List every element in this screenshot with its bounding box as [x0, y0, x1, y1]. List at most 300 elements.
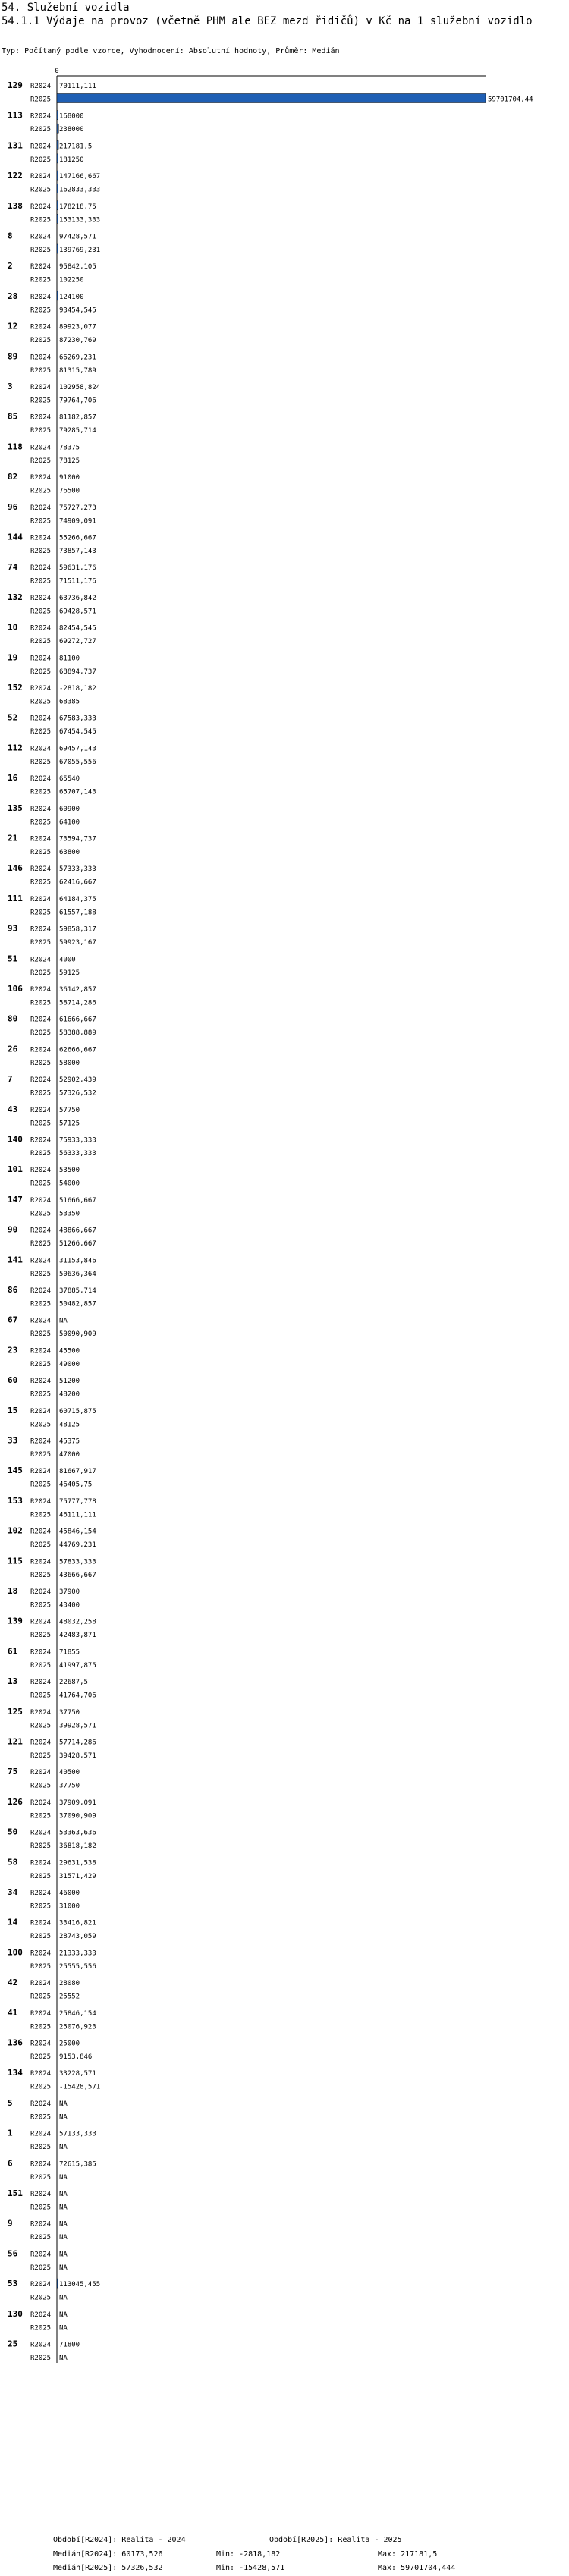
value-label: 59923,167 — [59, 939, 96, 947]
series-label: R2025 — [30, 1632, 52, 1640]
value-label: 47000 — [59, 1451, 80, 1459]
value-label: 217181,5 — [59, 143, 93, 151]
series-label: R2024 — [30, 384, 52, 391]
series-label: R2024 — [30, 2251, 52, 2259]
row-id-label: 85 — [8, 411, 18, 422]
series-label: R2024 — [30, 805, 52, 813]
series-label: R2025 — [30, 366, 52, 375]
series-label: R2025 — [30, 1601, 52, 1610]
series-label: R2025 — [30, 1812, 52, 1820]
series-label: R2025 — [30, 306, 52, 315]
series-label: R2025 — [30, 2113, 52, 2122]
value-label: 45375 — [59, 1437, 80, 1446]
value-label: 79764,706 — [59, 397, 96, 405]
value-label: NA — [59, 1317, 68, 1325]
value-label: 59701704,44 — [488, 96, 533, 104]
row-id-label: 58 — [8, 1857, 18, 1868]
value-label: 74909,091 — [59, 517, 96, 526]
value-label: 59631,176 — [59, 564, 96, 573]
value-label: 168000 — [59, 112, 84, 121]
row-id-label: 130 — [8, 2308, 23, 2319]
row-id-label: 126 — [8, 1796, 23, 1807]
series-label: R2025 — [30, 2144, 52, 2152]
series-label: R2024 — [30, 173, 52, 181]
bar — [57, 2279, 58, 2288]
row-id-label: 12 — [8, 321, 18, 331]
value-label: 81100 — [59, 655, 80, 663]
series-label: R2024 — [30, 504, 52, 512]
row-id-label: 6 — [8, 2158, 13, 2169]
row-id-label: 138 — [8, 200, 23, 211]
value-label: 238000 — [59, 126, 84, 134]
series-label: R2025 — [30, 2173, 52, 2182]
row-id-label: 5 — [8, 2097, 13, 2108]
value-label: 58388,889 — [59, 1029, 96, 1038]
series-label: R2025 — [30, 2083, 52, 2091]
series-label: R2025 — [30, 427, 52, 435]
value-label: 76500 — [59, 487, 80, 495]
series-label: R2025 — [30, 758, 52, 766]
value-label: 61557,188 — [59, 909, 96, 917]
value-label: 71855 — [59, 1648, 80, 1657]
series-label: R2025 — [30, 457, 52, 465]
series-label: R2024 — [30, 2341, 52, 2349]
series-label: R2025 — [30, 1692, 52, 1700]
series-label: R2025 — [30, 1330, 52, 1339]
series-label: R2024 — [30, 925, 52, 934]
value-label: 49000 — [59, 1360, 80, 1368]
value-label: 97428,571 — [59, 233, 96, 241]
value-label: 89923,077 — [59, 323, 96, 331]
series-label: R2025 — [30, 1240, 52, 1249]
chart-title: 54.1.1 Výdaje na provoz (včetně PHM ale BEZ mezd řidičů) v Kč na 1 služební vozidlo — [2, 15, 533, 27]
value-label: 42483,871 — [59, 1632, 96, 1640]
value-label: 93454,545 — [59, 306, 96, 315]
series-label: R2025 — [30, 1360, 52, 1368]
value-label: 75933,333 — [59, 1136, 96, 1145]
series-label: R2024 — [30, 2281, 52, 2289]
value-label: 63800 — [59, 849, 80, 856]
bar — [57, 184, 58, 193]
series-label: R2025 — [30, 939, 52, 947]
series-label: R2025 — [30, 849, 52, 856]
series-label: R2024 — [30, 1167, 52, 1175]
series-label: R2024 — [30, 413, 52, 422]
row-id-label: 28 — [8, 291, 18, 301]
row-id-label: 96 — [8, 501, 18, 512]
row-id-label: 8 — [8, 231, 13, 241]
series-label: R2024 — [30, 2191, 52, 2198]
series-label: R2024 — [30, 835, 52, 843]
series-label: R2024 — [30, 293, 52, 301]
value-label: NA — [59, 2263, 68, 2272]
row-id-label: 43 — [8, 1104, 18, 1114]
series-label: R2025 — [30, 126, 52, 134]
value-label: 58714,286 — [59, 999, 96, 1007]
series-label: R2024 — [30, 1679, 52, 1687]
series-label: R2024 — [30, 1829, 52, 1837]
bar — [57, 201, 58, 210]
value-label: 41997,875 — [59, 1661, 96, 1670]
series-label: R2025 — [30, 1782, 52, 1790]
series-label: R2025 — [30, 1511, 52, 1519]
value-label: 64184,375 — [59, 895, 96, 903]
row-id-label: 13 — [8, 1676, 18, 1687]
row-id-label: 21 — [8, 833, 18, 843]
series-label: R2024 — [30, 865, 52, 874]
value-label: 51266,667 — [59, 1240, 96, 1249]
value-label: 71800 — [59, 2341, 80, 2349]
row-id-label: 144 — [8, 532, 23, 542]
value-label: 57333,333 — [59, 865, 96, 874]
bar — [57, 94, 486, 103]
value-label: 71511,176 — [59, 577, 96, 586]
series-label: R2024 — [30, 444, 52, 452]
series-label: R2024 — [30, 895, 52, 903]
value-label: 28080 — [59, 1980, 80, 1988]
series-label: R2025 — [30, 878, 52, 887]
value-label: 33228,571 — [59, 2070, 96, 2078]
series-label: R2025 — [30, 2204, 52, 2212]
value-label: 48125 — [59, 1421, 80, 1429]
series-label: R2025 — [30, 2053, 52, 2061]
value-label: 50482,857 — [59, 1300, 96, 1308]
median-2024: Medián[R2024]: 60173,526 — [53, 2550, 163, 2559]
row-id-label: 74 — [8, 562, 18, 573]
series-label: R2024 — [30, 1347, 52, 1356]
series-label: R2025 — [30, 337, 52, 345]
series-label: R2024 — [30, 1317, 52, 1325]
value-label: 53500 — [59, 1167, 80, 1175]
series-label: R2025 — [30, 397, 52, 405]
series-label: R2025 — [30, 1180, 52, 1188]
series-label: R2025 — [30, 2355, 52, 2362]
value-label: 79285,714 — [59, 427, 96, 435]
value-label: 40500 — [59, 1769, 80, 1777]
series-label: R2024 — [30, 1618, 52, 1626]
value-label: 25555,556 — [59, 1962, 96, 1971]
series-label: R2025 — [30, 1481, 52, 1489]
series-label: R2025 — [30, 1872, 52, 1880]
row-id-label: 134 — [8, 2068, 23, 2078]
series-label: R2025 — [30, 1390, 52, 1399]
value-label: NA — [59, 2294, 68, 2302]
value-label: NA — [59, 2251, 68, 2259]
value-label: 25846,154 — [59, 2009, 96, 2018]
series-label: R2024 — [30, 263, 52, 272]
series-label: R2024 — [30, 1558, 52, 1566]
value-label: 39928,571 — [59, 1722, 96, 1730]
value-label: 50090,909 — [59, 1330, 96, 1339]
series-label: R2025 — [30, 1120, 52, 1128]
series-label: R2025 — [30, 156, 52, 164]
value-label: 64100 — [59, 818, 80, 827]
series-label: R2025 — [30, 1661, 52, 1670]
series-label: R2024 — [30, 1798, 52, 1807]
series-label: R2025 — [30, 2263, 52, 2272]
row-id-label: 111 — [8, 893, 23, 903]
series-label: R2024 — [30, 1468, 52, 1476]
row-id-label: 132 — [8, 592, 23, 602]
row-id-label: 101 — [8, 1164, 23, 1175]
value-label: 37750 — [59, 1708, 80, 1717]
series-label: R2024 — [30, 143, 52, 151]
row-id-label: 89 — [8, 351, 18, 362]
series-label: R2024 — [30, 2130, 52, 2138]
bar — [57, 111, 58, 120]
series-label: R2025 — [30, 2324, 52, 2333]
value-label: 25552 — [59, 1993, 80, 2001]
row-id-label: 41 — [8, 2007, 18, 2018]
series-label: R2025 — [30, 1210, 52, 1218]
row-id-label: 113 — [8, 110, 23, 121]
row-id-label: 121 — [8, 1736, 23, 1747]
value-label: 102250 — [59, 276, 84, 284]
value-label: 46405,75 — [59, 1481, 93, 1489]
value-label: 57133,333 — [59, 2130, 96, 2138]
series-label: R2025 — [30, 608, 52, 616]
value-label: 43400 — [59, 1601, 80, 1610]
value-label: 65540 — [59, 775, 80, 784]
series-label: R2025 — [30, 728, 52, 737]
series-label: R2024 — [30, 745, 52, 753]
row-id-label: 60 — [8, 1375, 18, 1386]
series-label: R2024 — [30, 2220, 52, 2229]
row-id-label: 75 — [8, 1767, 18, 1777]
series-label: R2024 — [30, 1588, 52, 1596]
series-label: R2024 — [30, 1106, 52, 1114]
series-label: R2025 — [30, 1902, 52, 1911]
series-label: R2025 — [30, 1541, 52, 1550]
max-2024: Max: 217181,5 — [378, 2550, 438, 2559]
row-id-label: 122 — [8, 171, 23, 181]
value-label: 57326,532 — [59, 1089, 96, 1098]
series-label: R2024 — [30, 323, 52, 331]
row-id-label: 18 — [8, 1586, 18, 1596]
series-label: R2025 — [30, 1962, 52, 1971]
value-label: 56333,333 — [59, 1150, 96, 1158]
row-id-label: 14 — [8, 1917, 18, 1927]
value-label: 51200 — [59, 1378, 80, 1386]
value-label: 81182,857 — [59, 413, 96, 422]
series-label: R2025 — [30, 2294, 52, 2302]
value-label: 60900 — [59, 805, 80, 813]
series-label: R2024 — [30, 956, 52, 964]
row-id-label: 7 — [8, 1074, 13, 1085]
value-label: 91000 — [59, 474, 80, 482]
bar — [57, 171, 58, 180]
value-label: NA — [59, 2311, 68, 2319]
value-label: 67454,545 — [59, 728, 96, 737]
value-label: 48866,667 — [59, 1227, 96, 1235]
series-label: R2025 — [30, 1421, 52, 1429]
value-label: 44769,231 — [59, 1541, 96, 1550]
row-id-label: 129 — [8, 80, 23, 90]
value-label: NA — [59, 2144, 68, 2152]
row-id-label: 146 — [8, 863, 23, 874]
value-label: NA — [59, 2191, 68, 2198]
series-label: R2024 — [30, 233, 52, 241]
row-id-label: 106 — [8, 984, 23, 994]
row-id-label: 23 — [8, 1345, 18, 1356]
chart-subtitle: Typ: Počítaný podle vzorce, Vyhodnocení: Absolutní hodnoty, Průměr: Medián — [2, 47, 340, 55]
series-label: R2024 — [30, 685, 52, 693]
series-label: R2024 — [30, 1528, 52, 1536]
value-label: 60715,875 — [59, 1407, 96, 1415]
bar — [57, 154, 58, 163]
value-label: 68385 — [59, 698, 80, 706]
min-2024: Min: -2818,182 — [216, 2550, 281, 2559]
series-label: R2025 — [30, 1993, 52, 2001]
series-label: R2025 — [30, 487, 52, 495]
value-label: 73594,737 — [59, 835, 96, 843]
series-label: R2025 — [30, 1029, 52, 1038]
row-id-label: 125 — [8, 1706, 23, 1717]
series-label: R2024 — [30, 2100, 52, 2108]
value-label: 87230,769 — [59, 337, 96, 345]
series-label: R2024 — [30, 715, 52, 723]
value-label: -2818,182 — [59, 685, 96, 693]
value-label: 57125 — [59, 1120, 80, 1128]
value-label: 53363,636 — [59, 1829, 96, 1837]
row-id-label: 80 — [8, 1013, 18, 1024]
series-label: R2024 — [30, 2040, 52, 2048]
row-id-label: 115 — [8, 1556, 23, 1566]
value-label: 69428,571 — [59, 608, 96, 616]
value-label: 63736,842 — [59, 594, 96, 602]
row-id-label: 82 — [8, 472, 18, 482]
max-2025: Max: 59701704,444 — [378, 2564, 456, 2572]
row-id-label: 90 — [8, 1224, 18, 1235]
series-label: R2024 — [30, 1227, 52, 1235]
series-label: R2025 — [30, 1722, 52, 1730]
value-label: 61666,667 — [59, 1016, 96, 1024]
value-label: 70111,111 — [59, 83, 96, 90]
section-title: 54. Služební vozidla — [2, 2, 130, 14]
series-label: R2024 — [30, 775, 52, 784]
value-label: 31571,429 — [59, 1872, 96, 1880]
series-label: R2025 — [30, 818, 52, 827]
row-id-label: 9 — [8, 2218, 13, 2229]
series-label: R2025 — [30, 577, 52, 586]
series-label: R2025 — [30, 96, 52, 104]
value-label: 81667,917 — [59, 1468, 96, 1476]
value-label: 52902,439 — [59, 1076, 96, 1085]
series-label: R2024 — [30, 1648, 52, 1657]
row-id-label: 50 — [8, 1827, 18, 1837]
series-label: R2024 — [30, 1980, 52, 1988]
series-label: R2024 — [30, 112, 52, 121]
row-id-label: 1 — [8, 2128, 13, 2138]
row-id-label: 25 — [8, 2339, 18, 2349]
series-label: R2024 — [30, 1407, 52, 1415]
value-label: 25000 — [59, 2040, 80, 2048]
row-id-label: 140 — [8, 1134, 23, 1145]
series-label: R2024 — [30, 353, 52, 362]
series-label: R2025 — [30, 1752, 52, 1760]
series-label: R2025 — [30, 517, 52, 526]
row-id-label: 15 — [8, 1405, 18, 1415]
value-label: 31153,846 — [59, 1257, 96, 1265]
series-label: R2024 — [30, 1859, 52, 1868]
value-label: 178218,75 — [59, 203, 96, 211]
value-label: NA — [59, 2234, 68, 2242]
row-id-label: 19 — [8, 652, 18, 663]
row-id-label: 136 — [8, 2037, 23, 2048]
value-label: 31000 — [59, 1902, 80, 1911]
row-id-label: 151 — [8, 2188, 23, 2198]
series-label: R2025 — [30, 698, 52, 706]
row-id-label: 118 — [8, 441, 23, 452]
value-label: 29631,538 — [59, 1859, 96, 1868]
series-label: R2024 — [30, 2070, 52, 2078]
row-id-label: 61 — [8, 1646, 18, 1657]
value-label: 51666,667 — [59, 1196, 96, 1205]
value-label: 37090,909 — [59, 1812, 96, 1820]
value-label: 72615,385 — [59, 2160, 96, 2169]
bar — [57, 140, 58, 149]
value-label: 58000 — [59, 1059, 80, 1067]
row-id-label: 33 — [8, 1435, 18, 1446]
value-label: 46111,111 — [59, 1511, 96, 1519]
row-id-label: 34 — [8, 1887, 18, 1897]
row-id-label: 131 — [8, 140, 23, 151]
value-label: 39428,571 — [59, 1752, 96, 1760]
row-id-label: 145 — [8, 1465, 23, 1476]
row-id-label: 135 — [8, 803, 23, 813]
median-2025: Medián[R2025]: 57326,532 — [53, 2564, 163, 2572]
value-label: 33416,821 — [59, 1919, 96, 1927]
series-label: R2024 — [30, 655, 52, 663]
series-label: R2025 — [30, 909, 52, 917]
value-label: 46000 — [59, 1890, 80, 1897]
series-label: R2024 — [30, 1437, 52, 1446]
series-label: R2024 — [30, 1257, 52, 1265]
value-label: 57714,286 — [59, 1739, 96, 1747]
row-id-label: 93 — [8, 923, 18, 934]
series-label: R2024 — [30, 1919, 52, 1927]
row-id-label: 52 — [8, 712, 18, 723]
value-label: 37909,091 — [59, 1798, 96, 1807]
min-2025: Min: -15428,571 — [216, 2564, 285, 2572]
value-label: NA — [59, 2324, 68, 2333]
series-label: R2024 — [30, 1136, 52, 1145]
value-label: 22687,5 — [59, 1679, 88, 1687]
legend-2024: Období[R2024]: Realita - 2024 — [53, 2536, 186, 2544]
value-label: 181250 — [59, 156, 84, 164]
series-label: R2024 — [30, 1196, 52, 1205]
row-id-label: 26 — [8, 1044, 18, 1054]
series-label: R2024 — [30, 986, 52, 994]
value-label: 45846,154 — [59, 1528, 96, 1536]
series-label: R2025 — [30, 1270, 52, 1278]
series-label: R2024 — [30, 2160, 52, 2169]
value-label: NA — [59, 2173, 68, 2182]
series-label: R2025 — [30, 1150, 52, 1158]
value-label: 73857,143 — [59, 548, 96, 555]
series-label: R2025 — [30, 668, 52, 676]
series-label: R2025 — [30, 638, 52, 646]
series-label: R2024 — [30, 1497, 52, 1506]
series-label: R2025 — [30, 999, 52, 1007]
series-label: R2024 — [30, 594, 52, 602]
value-label: 50636,364 — [59, 1270, 96, 1278]
series-label: R2025 — [30, 216, 52, 225]
value-label: 54000 — [59, 1180, 80, 1188]
series-label: R2025 — [30, 969, 52, 977]
series-label: R2024 — [30, 534, 52, 542]
row-id-label: 10 — [8, 622, 18, 633]
